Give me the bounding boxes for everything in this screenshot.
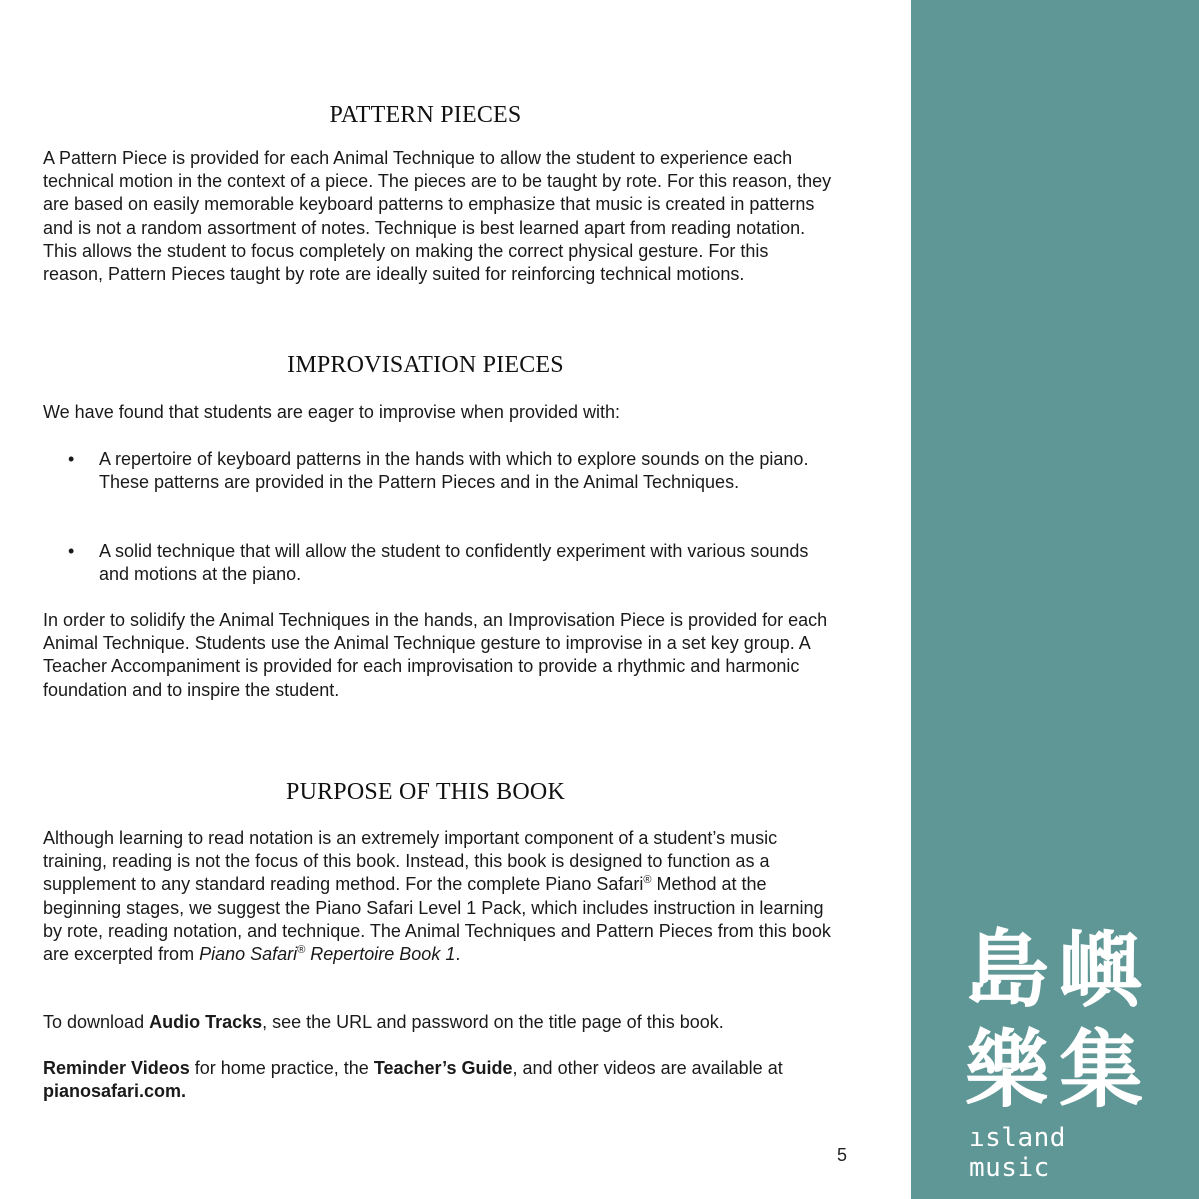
reminder-text-b: , and other videos are available at	[512, 1058, 783, 1078]
reminder-text-a: for home practice, the	[189, 1058, 374, 1078]
book-title-part-1: Piano Safari	[199, 944, 298, 965]
audio-text-a: To download	[43, 1012, 150, 1032]
logo-char-island: 島	[965, 921, 1050, 1019]
audio-text-b: , see the URL and password on the title page of this book.	[262, 1012, 724, 1032]
purpose-paragraph-1	[43, 827, 833, 966]
book-title-italic	[199, 944, 455, 964]
logo-char-music: 樂	[965, 1021, 1050, 1119]
teachers-guide-bold: Teacher’s Guide	[373, 1058, 513, 1078]
audio-tracks-note	[43, 1011, 833, 1034]
reminder-videos-note	[43, 1057, 833, 1103]
improvisation-paragraph: In order to solidify the Animal Techniques in the hands, an Improvisation Piece is provided for each Animal Technique. Students use the Animal Technique gesture to improvise in a set key group. A Teacher Accompaniment is provided for each improvisation to provide a rhythmic and harmonic foundation and to inspire the student.	[43, 610, 828, 700]
registered-mark: ®	[643, 874, 652, 887]
bullet-dot-icon: •	[68, 449, 75, 469]
logo-subtitle: ısland music	[969, 1123, 1066, 1183]
website-link[interactable]: pianosafari.com.	[43, 1081, 187, 1102]
bullet-text: A repertoire of keyboard patterns in the hands with which to explore sounds on the piano. These patterns are provided in the Pattern Pieces and in the Animal Techniques.	[99, 449, 809, 493]
bullet-text: A solid technique that will allow the student to confidently experiment with various sounds and motions at the piano.	[99, 541, 809, 585]
reminder-videos-bold: Reminder Videos	[43, 1058, 190, 1078]
logo-char-islet: 嶼	[1059, 921, 1144, 1019]
audio-tracks-bold: Audio Tracks	[149, 1012, 263, 1032]
purpose-text-a: Although learning to read notation is an extremely important component of a student’s music training, reading is not the focus of this book. Instead, this book is designed to function as a supplement to any standard reading method. For the complete Piano Safari	[43, 828, 778, 895]
pattern-pieces-body	[43, 147, 833, 286]
page-number: 5	[837, 1145, 848, 1165]
improvisation-intro-paragraph: We have found that students are eager to improvise when provided with:	[43, 402, 621, 422]
improvisation-intro	[43, 401, 833, 424]
improvisation-pieces-heading: IMPROVISATION PIECES	[287, 352, 564, 378]
purpose-text-b: Method at the beginning stages, we suggest the Piano Safari Level 1 Pack, which includes instruction in learning by rote, reading notation, and technique. The Animal Techniques and Pattern Pieces from this book are excerpted from	[43, 874, 831, 965]
logo-char-gather: 集	[1059, 1021, 1144, 1119]
improvisation-body	[43, 609, 833, 702]
pattern-pieces-heading: PATTERN PIECES	[329, 102, 522, 128]
reminder-videos-paragraph	[43, 1057, 833, 1103]
bullet-dot-icon: •	[68, 541, 75, 561]
purpose-text-end: .	[455, 944, 461, 965]
island-music-logo	[965, 921, 1150, 1183]
book-title-part-2: Repertoire Book 1	[305, 944, 456, 965]
audio-tracks-paragraph	[43, 1011, 833, 1034]
pattern-pieces-paragraph: A Pattern Piece is provided for each Animal Technique to allow the student to experience each technical motion in the context of a piece. The pieces are to be taught by rote. For this reason, they are based on easily memorable keyboard patterns to emphasize that music is created in patterns and is not a random assortment of notes. Technique is best learned apart from reading notation. This allows the student to focus completely on making the correct physical gesture. For this reason, Pattern Pieces taught by rote are ideally suited for reinforcing technical motions.	[43, 148, 832, 285]
purpose-body	[43, 827, 833, 966]
registered-mark: ®	[297, 944, 306, 957]
purpose-heading: PURPOSE OF THIS BOOK	[286, 779, 565, 805]
